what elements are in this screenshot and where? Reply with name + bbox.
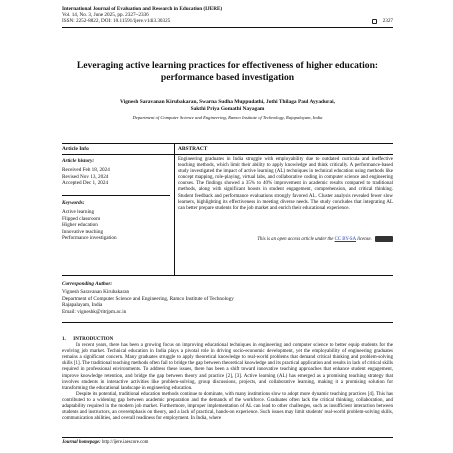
keyword-item: Active learning (62, 209, 95, 216)
accepted-date: Accepted Dec 1, 2024 (62, 180, 109, 187)
introduction-paragraph-2: Despite its potential, traditional education methods continue to dominate, with many institutions slow to adopt more dynamic teaching practices [4]. This has contributed to a widening gap between academic preparation and the demands of the workforce. Graduates often lack the critical thinking, collaboration, and adaptability required in the modern job market. Furthermore, improper implementation of AL can lead to other challenges, such as insufficient interaction between students and instructors, an overemphasis on theory, and a lack of practical, hands-on experience. Such issues may limit students' real-world problem-solving skills, communication abilities, and overall readiness for employment. In India, where (62, 391, 393, 422)
corresponding-name: Vignesh Saravanan Kirubakaran (62, 289, 130, 296)
journal-issn: ISSN: 2252-8822, DOI: 10.11591/ijere.v14i3.30325 (62, 18, 171, 25)
journal-footer (62, 440, 393, 445)
journal-header (62, 6, 393, 25)
corresponding-dept: Department of Computer Science and Engineering, Ramco Institute of Technology (62, 295, 234, 302)
introduction-paragraph-1: In recent years, there has been a growing focus on improving educational techniques in engineering and computer science to better equip students for the evolving job market. Technical education in India plays a pivotal role in driving socio-economic development, yet the employability of engineering graduates remains a significant concern. Many graduates struggle to apply theoretical knowledge to real-world problems that demand critical thinking and problem-solving skills [1]. The traditional teaching methods often fail to bridge the gap between theoretical knowledge and its practical application and results in lack of critical skills required in professional environments. To address these issues, there has been a shift toward innovative teaching approaches that enhance student engagement, improve knowledge retention, and bridge the gap between theory and practice [2], [3]. Active learning (AL) has emerged as a promising teaching strategy that involves students in interactive activities like problem-solving, group discussions, projects, and collaborative learning, making it a promising solution for transforming the educational landscape in engineering education. (62, 343, 393, 391)
keyword-item: Performance investigation (62, 235, 117, 242)
abstract-text: Engineering graduates in India struggle with employability due to outdated curricula and ineffective teaching methods, which limit their ability to apply knowledge and think critically. A performance-based study investigated the impact of active learning (AL) techniques in technical education using methods like concept mapping, role-playing, virtual labs, and collaborative coding in computer science and engineering courses. The findings showed a 35% to 40% improvement in academic results compared to traditional methods, along with significant boosts in student engagement, comprehension, and critical thinking. Student feedback and performance evaluations strongly favored AL. Cluster analysis revealed fewer slow learners, highlighting its effectiveness in meeting diverse needs. The study concludes that integrating AL can better prepare students for the job market and enrich their educational experience. (178, 157, 393, 211)
keywords-label: Keywords: (62, 200, 85, 206)
footer-rule (62, 437, 393, 438)
open-access-icon (372, 19, 377, 24)
abstract-heading: ABSTRACT (178, 146, 208, 152)
corresponding-author (62, 281, 262, 315)
license-suffix: license. (357, 237, 372, 243)
received-date: Received Feb 18, 2024 (62, 167, 110, 174)
keywords-block (62, 200, 170, 241)
keyword-item: Flipped classroom (62, 215, 101, 222)
article-info-heading: Article Info (62, 146, 89, 152)
paper-title: Leveraging active learning practices for effectiveness of higher education: performance based investigation (76, 60, 379, 83)
corresponding-label: Corresponding Author: (62, 281, 113, 287)
info-bottom-rule (62, 275, 393, 276)
revised-date: Revised Nov 13, 2024 (62, 173, 109, 180)
authors-line-2: Sakthi Priya Gomathi Nayagam (190, 105, 265, 112)
keyword-item: Innovative teaching (62, 228, 104, 235)
header-rule (62, 27, 393, 28)
author-list (62, 99, 393, 112)
license-link[interactable]: CC BY-SA (334, 237, 357, 243)
journal-name: International Journal of Evaluation and Research in Education (IJERE) (62, 6, 223, 12)
keywords-rule (62, 195, 170, 196)
authors-line-1: Vignesh Saravanan Kirubakaran, Swarna Sudha Muppudathi, Jothi Thilaga Paul Ayyadurai, (120, 99, 335, 105)
page-number: 2327 (382, 18, 393, 25)
corresponding-city: Rajapalayam, India (62, 302, 103, 309)
license-prefix: This is an open access article under the (257, 237, 334, 243)
info-sub-rule (62, 154, 393, 155)
column-divider (174, 143, 175, 275)
journal-doi-line (62, 18, 393, 24)
article-history (62, 158, 170, 187)
journal-volume: Vol. 14, No. 3, June 2025, pp. 2327~2336 (62, 12, 149, 19)
keyword-item: Higher education (62, 222, 98, 229)
info-top-rule (62, 143, 393, 144)
footer-label: Journal homepage: (62, 440, 101, 445)
license-note (178, 236, 393, 242)
journal-homepage-link[interactable]: http://ijere.iaescore.com (101, 440, 149, 445)
introduction-section (62, 337, 393, 422)
affiliation: Department of Computer Science and Engineering, Ramco Institute of Technology, Rajapalayam, India (132, 115, 323, 120)
corr-bottom-rule (62, 322, 393, 323)
history-label: Article history: (62, 158, 95, 164)
introduction-heading: 1. INTRODUCTION (62, 337, 114, 342)
corresponding-email[interactable]: Email: vigneshk@ritrjpm.ac.in (62, 308, 127, 315)
cc-by-sa-badge-icon[interactable] (375, 236, 393, 242)
